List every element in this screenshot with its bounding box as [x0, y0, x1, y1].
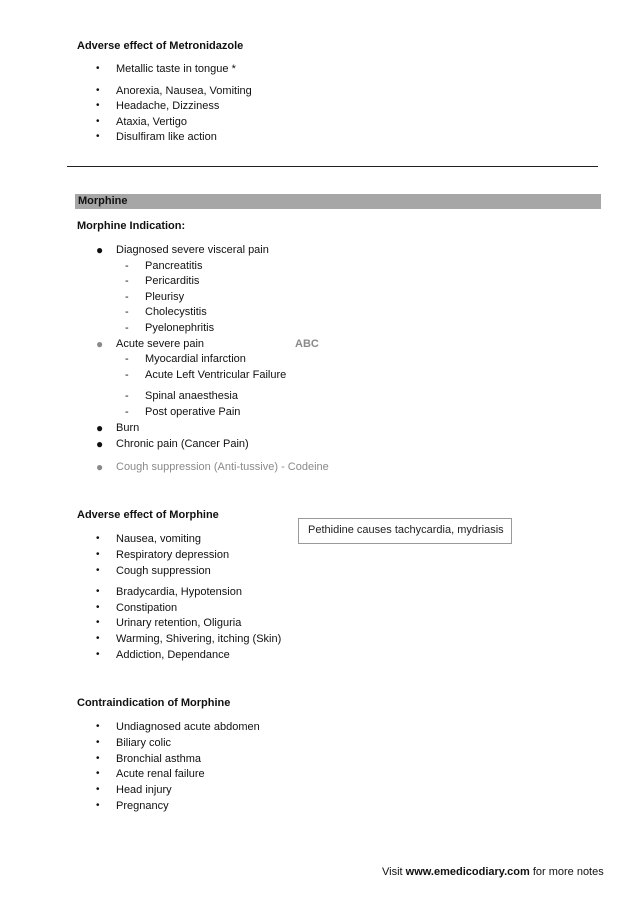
sub-list-item: Acute Left Ventricular Failure: [145, 369, 287, 381]
footer-link[interactable]: www.emedicodiary.com: [405, 866, 530, 878]
sub-list-item: Post operative Pain: [145, 406, 241, 418]
list-item: Acute renal failure: [116, 768, 205, 780]
list-item: Disulfiram like action: [116, 131, 217, 143]
indication-heading: Morphine Indication:: [77, 220, 186, 232]
list-item: Urinary retention, Oliguria: [116, 617, 242, 629]
footer-suffix: for more notes: [532, 866, 604, 878]
list-item: Cough suppression: [116, 565, 211, 577]
list-item: Chronic pain (Cancer Pain): [116, 438, 249, 450]
dash-icon: -: [125, 291, 129, 303]
metronidazole-heading: Adverse effect of Metronidazole: [77, 40, 244, 52]
list-item: Acute severe pain: [116, 338, 205, 350]
bullet-icon: •: [96, 649, 100, 660]
dash-icon: -: [125, 275, 129, 287]
bullet-icon: •: [96, 565, 100, 576]
bullet-icon: •: [96, 63, 100, 74]
bullet-icon: •: [96, 768, 100, 779]
sub-list-item: Spinal anaesthesia: [145, 390, 238, 402]
sub-list-item: Cholecystitis: [145, 306, 207, 318]
bullet-icon: •: [96, 784, 100, 795]
bullet-icon: ●: [96, 421, 104, 435]
bullet-icon: •: [96, 116, 100, 127]
bullet-icon: •: [96, 131, 100, 142]
list-item: Respiratory depression: [116, 549, 230, 561]
dash-icon: -: [125, 406, 129, 418]
section-band-title: Morphine: [78, 195, 128, 207]
sub-list-item: Pancreatitis: [145, 260, 203, 272]
sub-list-item: Pyelonephritis: [145, 322, 215, 334]
dash-icon: -: [125, 322, 129, 334]
list-item: Addiction, Dependance: [116, 649, 230, 661]
list-item: Diagnosed severe visceral pain: [116, 244, 269, 256]
dash-icon: -: [125, 369, 129, 381]
list-item: Anorexia, Nausea, Vomiting: [116, 85, 252, 97]
bullet-icon: •: [96, 586, 100, 597]
sub-list-item: Myocardial infarction: [145, 353, 246, 365]
list-item: Head injury: [116, 784, 172, 796]
section-band: [75, 194, 601, 209]
bullet-icon: •: [96, 737, 100, 748]
bullet-icon: •: [96, 533, 100, 544]
list-item: Constipation: [116, 602, 178, 614]
list-item: Burn: [116, 422, 140, 434]
abc-label: ABC: [295, 338, 319, 350]
callout-box: [298, 518, 512, 544]
bullet-icon: •: [96, 721, 100, 732]
sub-list-item: Pleurisy: [145, 291, 185, 303]
list-item: Bradycardia, Hypotension: [116, 586, 242, 598]
bullet-icon: •: [96, 549, 100, 560]
list-item: Pregnancy: [116, 800, 169, 812]
list-item: Undiagnosed acute abdomen: [116, 721, 260, 733]
callout-text: Pethidine causes tachycardia, mydriasis: [308, 524, 504, 536]
list-item: Headache, Dizziness: [116, 100, 220, 112]
contra-heading: Contraindication of Morphine: [77, 697, 231, 709]
list-item: Biliary colic: [116, 737, 172, 749]
list-item: Metallic taste in tongue *: [116, 63, 236, 75]
list-item: Warming, Shivering, itching (Skin): [116, 633, 282, 645]
bullet-icon: ●: [96, 460, 104, 474]
bullet-icon: ●: [96, 243, 104, 257]
bullet-icon: •: [96, 602, 100, 613]
dash-icon: -: [125, 353, 129, 365]
footer-note: [382, 866, 604, 878]
dash-icon: -: [125, 390, 129, 402]
dash-icon: -: [125, 260, 129, 272]
bullet-icon: •: [96, 800, 100, 811]
list-item: Bronchial asthma: [116, 753, 201, 765]
list-item: Nausea, vomiting: [116, 533, 201, 545]
bullet-icon: •: [96, 617, 100, 628]
bullet-icon: •: [96, 753, 100, 764]
sub-list-item: Pericarditis: [145, 275, 200, 287]
section-divider: [67, 166, 598, 167]
bullet-icon: ●: [96, 437, 104, 451]
list-item: Cough suppression (Anti-tussive) - Codeine: [116, 461, 329, 473]
list-item: Ataxia, Vertigo: [116, 116, 187, 128]
bullet-icon: •: [96, 85, 100, 96]
footer-prefix: Visit: [382, 866, 403, 878]
bullet-icon: •: [96, 100, 100, 111]
bullet-icon: •: [96, 633, 100, 644]
adverse-heading: Adverse effect of Morphine: [77, 509, 219, 521]
bullet-icon: ●: [96, 337, 104, 351]
dash-icon: -: [125, 306, 129, 318]
